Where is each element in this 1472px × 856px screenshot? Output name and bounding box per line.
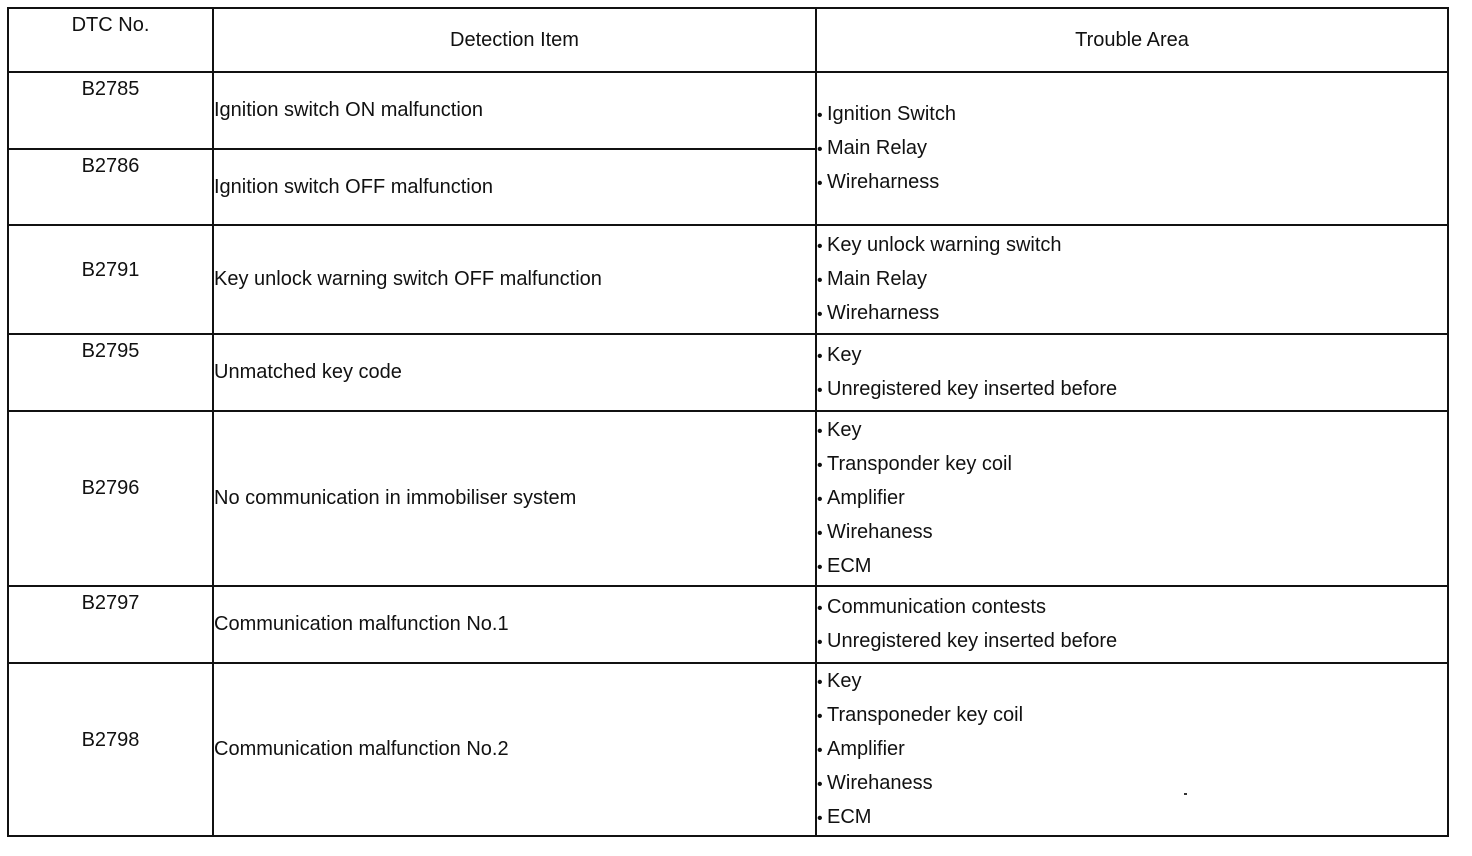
detection-item: Communication malfunction No.2 bbox=[213, 663, 816, 836]
bullet-icon: • bbox=[817, 140, 823, 158]
table-row bbox=[8, 72, 1448, 149]
list-item bbox=[817, 414, 1447, 448]
trouble-area-cell bbox=[816, 411, 1448, 586]
list-item bbox=[817, 482, 1447, 516]
trouble-area-text: Key bbox=[827, 669, 862, 692]
trouble-area-list bbox=[817, 339, 1447, 407]
trouble-area-text: Wirehaness bbox=[827, 520, 933, 543]
dtc-code: B2798 bbox=[8, 663, 213, 836]
trouble-area-text: Main Relay bbox=[827, 267, 928, 290]
trouble-area-text: Communication contests bbox=[827, 595, 1046, 618]
bullet-icon: • bbox=[817, 347, 823, 365]
list-item bbox=[817, 132, 1447, 166]
bullet-icon: • bbox=[817, 381, 823, 399]
trouble-area-text: Key unlock warning switch bbox=[827, 233, 1062, 256]
trouble-area-cell bbox=[816, 225, 1448, 334]
bullet-icon: • bbox=[817, 558, 823, 576]
detection-item: Ignition switch OFF malfunction bbox=[213, 149, 816, 225]
header-row bbox=[8, 8, 1448, 72]
header-dtc-no: DTC No. bbox=[8, 8, 213, 72]
dtc-code: B2791 bbox=[8, 225, 213, 334]
table-row bbox=[8, 411, 1448, 586]
bullet-icon: • bbox=[817, 775, 823, 793]
trouble-area-list bbox=[817, 414, 1447, 584]
trouble-area-text: Key bbox=[827, 343, 862, 366]
bullet-icon: • bbox=[817, 490, 823, 508]
list-item bbox=[817, 591, 1447, 625]
list-item bbox=[817, 801, 1447, 835]
trouble-area-text: Unregistered key inserted before bbox=[827, 629, 1118, 652]
trouble-area-text: Key bbox=[827, 418, 862, 441]
table-row bbox=[8, 663, 1448, 836]
trouble-area-text: Wirehaness bbox=[827, 771, 933, 794]
table-row bbox=[8, 586, 1448, 663]
list-item bbox=[817, 448, 1447, 482]
list-item bbox=[817, 516, 1447, 550]
trouble-area-text: Wireharness bbox=[827, 301, 940, 324]
list-item bbox=[817, 166, 1447, 200]
trouble-area-cell bbox=[816, 72, 1448, 225]
trouble-area-text: Unregistered key inserted before bbox=[827, 377, 1118, 400]
bullet-icon: • bbox=[817, 524, 823, 542]
dtc-code: B2785 bbox=[8, 72, 213, 149]
bullet-icon: • bbox=[817, 456, 823, 474]
list-item bbox=[817, 699, 1447, 733]
bullet-icon: • bbox=[817, 422, 823, 440]
list-item bbox=[817, 733, 1447, 767]
list-item bbox=[817, 373, 1447, 407]
list-item bbox=[817, 229, 1447, 263]
trouble-area-text: Transponder key coil bbox=[827, 452, 1012, 475]
trouble-area-text: Amplifier bbox=[827, 737, 905, 760]
bullet-icon: • bbox=[817, 599, 823, 617]
list-item bbox=[817, 339, 1447, 373]
trouble-area-text: Ignition Switch bbox=[827, 102, 956, 125]
list-item bbox=[817, 767, 1447, 801]
trouble-area-list bbox=[817, 229, 1447, 331]
bullet-icon: • bbox=[817, 271, 823, 289]
trouble-area-list bbox=[817, 591, 1447, 659]
detection-item: Communication malfunction No.1 bbox=[213, 586, 816, 663]
dtc-code: B2786 bbox=[8, 149, 213, 225]
bullet-icon: • bbox=[817, 305, 823, 323]
bullet-icon: • bbox=[817, 633, 823, 651]
dtc-code: B2796 bbox=[8, 411, 213, 586]
bullet-icon: • bbox=[817, 741, 823, 759]
detection-item: Key unlock warning switch OFF malfunction bbox=[213, 225, 816, 334]
bullet-icon: • bbox=[817, 707, 823, 725]
dtc-table bbox=[7, 7, 1449, 837]
trouble-area-cell bbox=[816, 586, 1448, 663]
list-item bbox=[817, 297, 1447, 331]
detection-item: Unmatched key code bbox=[213, 334, 816, 411]
trouble-area-text: Wireharness bbox=[827, 170, 940, 193]
list-item bbox=[817, 665, 1447, 699]
detection-item: No communication in immobiliser system bbox=[213, 411, 816, 586]
list-item bbox=[817, 550, 1447, 584]
bullet-icon: • bbox=[817, 174, 823, 192]
scan-speck bbox=[1184, 793, 1187, 795]
list-item bbox=[817, 98, 1447, 132]
trouble-area-text: Main Relay bbox=[827, 136, 928, 159]
bullet-icon: • bbox=[817, 673, 823, 691]
bullet-icon: • bbox=[817, 106, 823, 124]
bullet-icon: • bbox=[817, 237, 823, 255]
bullet-icon: • bbox=[817, 809, 823, 827]
trouble-area-text: Amplifier bbox=[827, 486, 905, 509]
header-trouble-area: Trouble Area bbox=[816, 8, 1448, 72]
dtc-code: B2797 bbox=[8, 586, 213, 663]
trouble-area-list bbox=[817, 665, 1447, 835]
list-item bbox=[817, 625, 1447, 659]
table-row bbox=[8, 225, 1448, 334]
table-row bbox=[8, 334, 1448, 411]
dtc-code: B2795 bbox=[8, 334, 213, 411]
trouble-area-text: ECM bbox=[827, 554, 872, 577]
trouble-area-text: ECM bbox=[827, 805, 872, 828]
trouble-area-cell bbox=[816, 334, 1448, 411]
trouble-area-cell bbox=[816, 663, 1448, 836]
trouble-area-text: Transponeder key coil bbox=[827, 703, 1024, 726]
list-item bbox=[817, 263, 1447, 297]
header-detection-item: Detection Item bbox=[213, 8, 816, 72]
trouble-area-list bbox=[817, 98, 1447, 200]
detection-item: Ignition switch ON malfunction bbox=[213, 72, 816, 149]
